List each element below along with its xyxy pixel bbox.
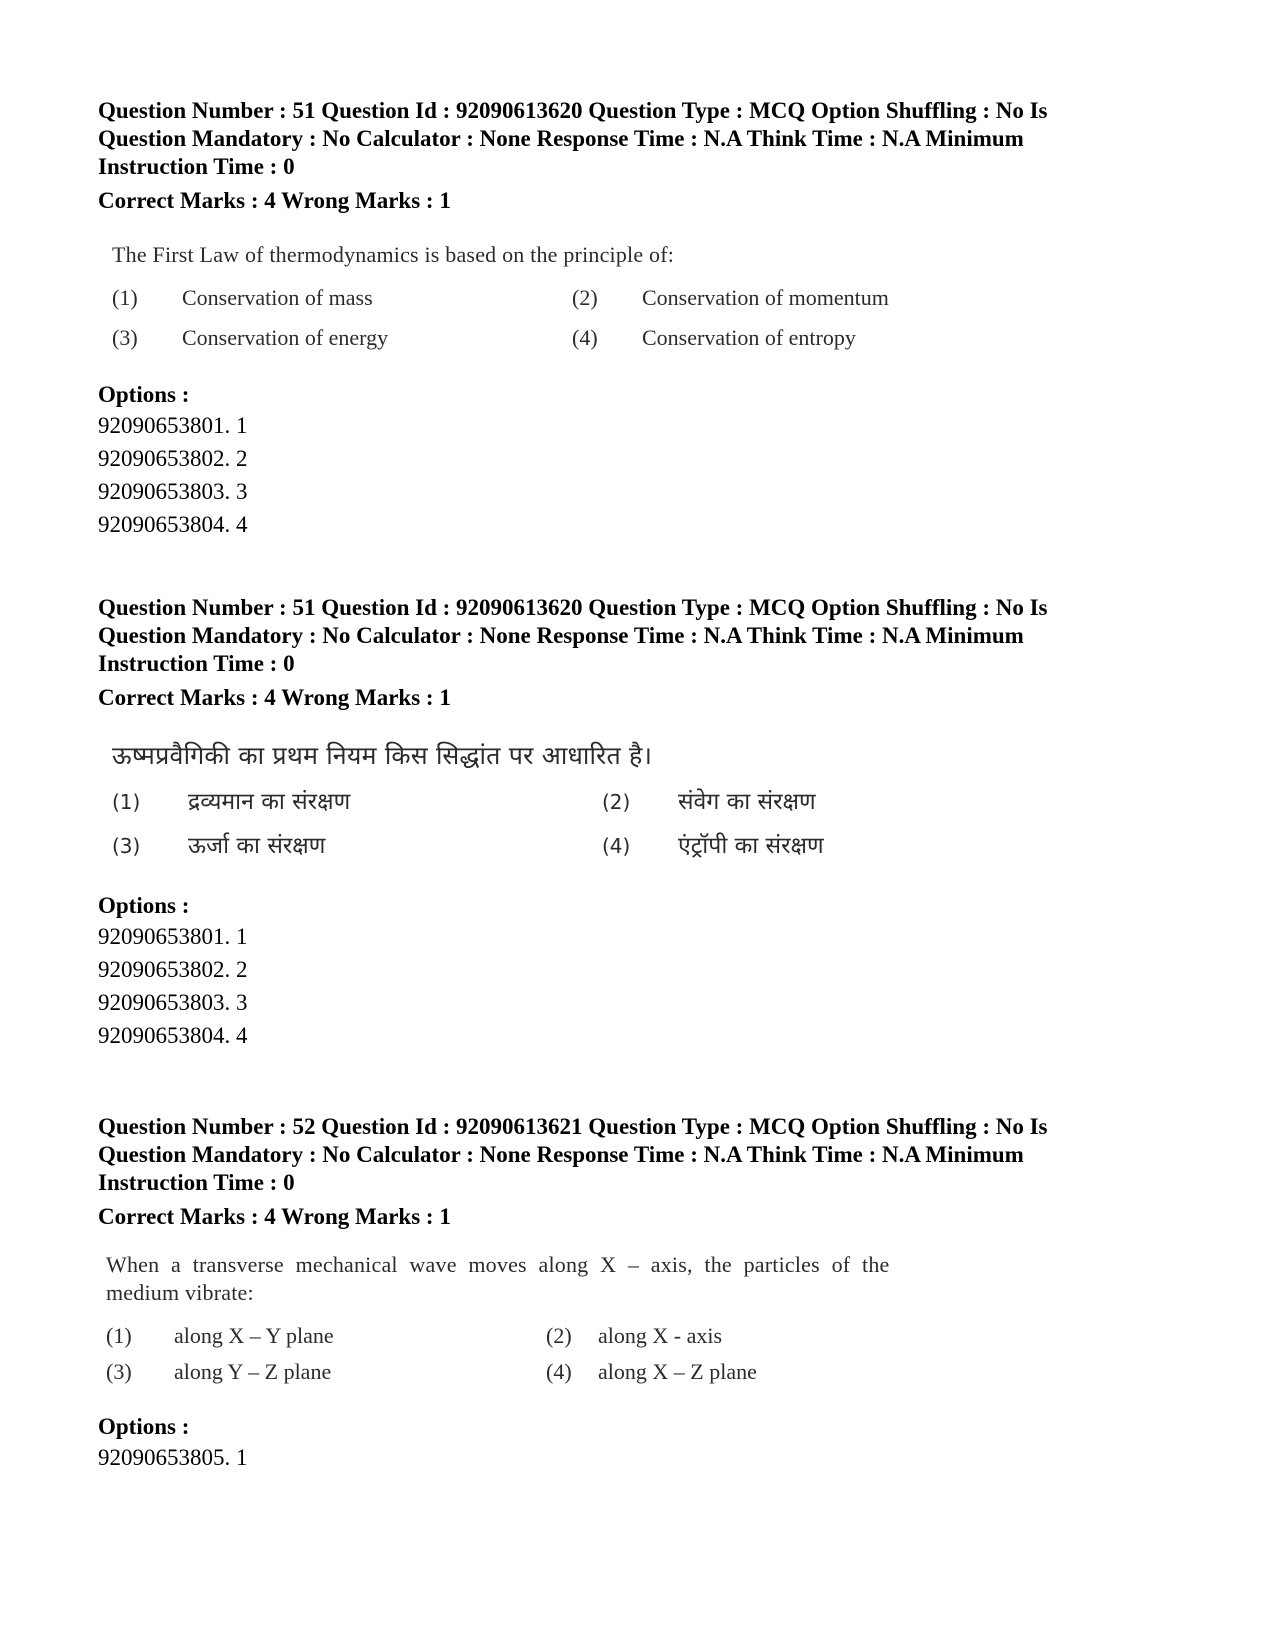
marks-line: Correct Marks : 4 Wrong Marks : 1 [98,1204,451,1229]
choice-number: (2) [546,1323,572,1348]
choice-number: (4) [602,834,631,858]
choice-grid [106,1321,1178,1387]
choice-text: along X - axis [598,1323,723,1348]
question-block-51-en [98,97,1178,541]
option-line: 92090653804. 4 [98,512,248,537]
choice-item [546,1357,986,1387]
choice-item [106,1321,546,1351]
choice-item [572,323,1012,353]
question-meta-line: Question Mandatory : No Calculator : None Response Time : N.A Think Time : N.A Minimum [98,1142,1024,1167]
options-title: Options : [98,893,190,918]
choice-text: संवेग का संरक्षण [678,789,816,815]
option-line: 92090653801. 1 [98,413,248,438]
choice-item [112,826,602,866]
question-stem: The First Law of thermodynamics is based on the principle of: [112,242,675,267]
choice-text: Conservation of energy [182,325,389,350]
choice-text: द्रव्यमान का संरक्षण [188,789,351,815]
choice-number: (3) [106,1359,132,1384]
question-meta-line: Question Number : 51 Question Id : 92090613620 Question Type : MCQ Option Shuffling : No Is [98,98,1048,123]
choice-number: (4) [546,1359,572,1384]
question-meta-line: Question Mandatory : No Calculator : None Response Time : N.A Think Time : N.A Minimum [98,126,1024,151]
question-block-52-en [98,1113,1178,1474]
choice-item [106,1357,546,1387]
choice-text: along X – Z plane [598,1359,757,1384]
question-meta-line: Instruction Time : 0 [98,651,295,676]
choice-item [546,1321,986,1351]
options-title: Options : [98,1414,190,1439]
question-stem-line: medium vibrate: [106,1280,254,1305]
choice-number: (2) [572,285,598,310]
choice-grid [112,782,1178,866]
choice-text: एंट्रॉपी का संरक्षण [678,833,824,859]
choice-text: along Y – Z plane [174,1359,332,1384]
choice-text: along X – Y plane [174,1323,334,1348]
choice-item [112,283,572,313]
option-line: 92090653802. 2 [98,446,248,471]
question-stem: ऊष्मप्रवैगिकी का प्रथम नियम किस सिद्धांत पर आधारित है। [112,741,653,770]
question-meta-line: Question Number : 52 Question Id : 92090613621 Question Type : MCQ Option Shuffling : No Is [98,1114,1048,1139]
choice-text: Conservation of entropy [642,325,856,350]
choice-text: Conservation of momentum [642,285,889,310]
option-line: 92090653805. 1 [98,1445,248,1470]
choice-number: (1) [106,1323,132,1348]
question-block-51-hi [98,594,1178,1052]
question-meta-line: Instruction Time : 0 [98,154,295,179]
option-line: 92090653802. 2 [98,957,248,982]
question-meta-line: Question Number : 51 Question Id : 92090613620 Question Type : MCQ Option Shuffling : No Is [98,595,1048,620]
option-line: 92090653804. 4 [98,1023,248,1048]
question-stem-line: When a transverse mechanical wave moves along X – axis, the particles of the [106,1252,890,1277]
choice-text: Conservation of mass [182,285,373,310]
choice-item [112,323,572,353]
choice-item [602,782,1042,822]
options-title: Options : [98,382,190,407]
choice-number: (2) [602,790,631,814]
option-line: 92090653803. 3 [98,990,248,1015]
choice-number: (1) [112,285,138,310]
choice-number: (3) [112,325,138,350]
marks-line: Correct Marks : 4 Wrong Marks : 1 [98,685,451,710]
option-line: 92090653803. 3 [98,479,248,504]
question-meta-line: Instruction Time : 0 [98,1170,295,1195]
choice-item [572,283,1012,313]
question-content [98,742,1178,866]
question-meta-line: Question Mandatory : No Calculator : None Response Time : N.A Think Time : N.A Minimum [98,623,1024,648]
choice-item [112,782,602,822]
choice-grid [112,283,1178,353]
choice-number: (3) [112,834,141,858]
option-line: 92090653801. 1 [98,924,248,949]
marks-line: Correct Marks : 4 Wrong Marks : 1 [98,188,451,213]
question-content [98,241,1178,353]
choice-text: ऊर्जा का संरक्षण [188,833,326,859]
choice-number: (4) [572,325,598,350]
question-content [98,1251,1178,1387]
choice-item [602,826,1042,866]
choice-number: (1) [112,790,141,814]
